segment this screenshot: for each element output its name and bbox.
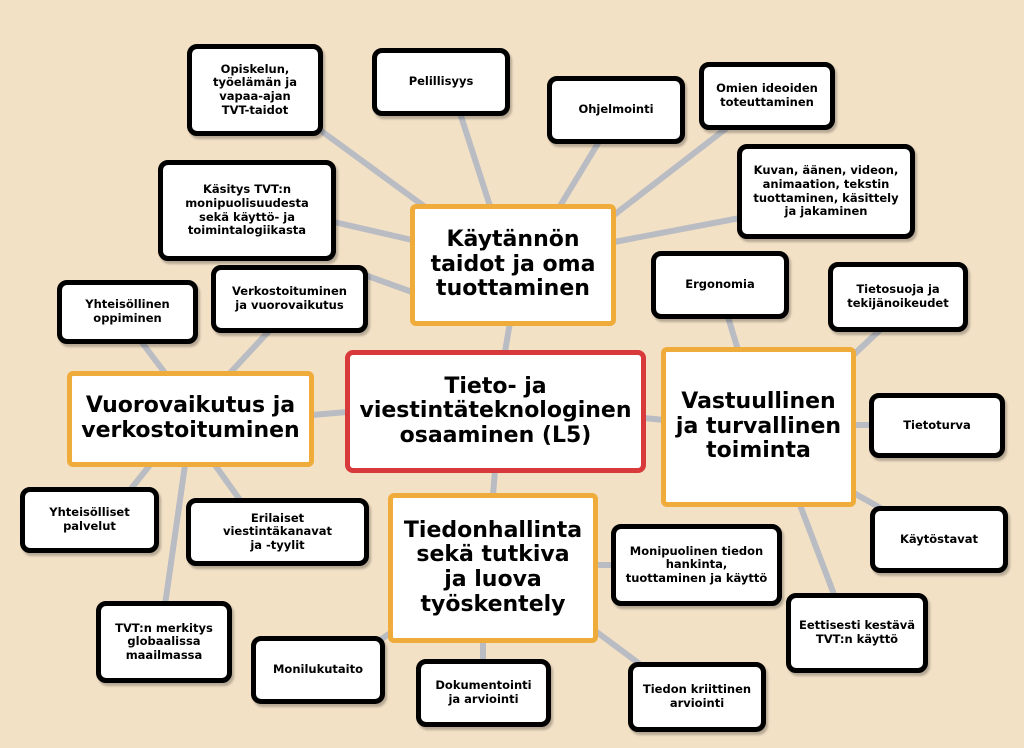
leaf-pelillisyys	[372, 48, 510, 116]
edge-verkostoituminen	[230, 330, 270, 373]
center-node	[345, 350, 646, 473]
edge-opiskelun	[320, 130, 432, 212]
leaf-label: Käytöstavat	[899, 531, 979, 546]
leaf-yhteisolliset-palvelut	[20, 487, 159, 553]
edge-kasitys	[334, 222, 412, 240]
edge-merkitys	[165, 465, 185, 605]
leaf-label: Yhteisölliset palvelut	[49, 505, 130, 533]
leaf-label: Opiskelun, työelämän ja vapaa-ajan TVT-taidot	[212, 61, 298, 117]
edge-kuvan	[614, 218, 740, 242]
leaf-monipuolinen	[611, 524, 782, 606]
edge-verkostoituminen-kaytannon	[365, 275, 412, 292]
leaf-label: TVT:n merkitys globaalissa maailmassa	[115, 620, 213, 662]
category-vastuullinen	[661, 347, 856, 507]
leaf-label: Käsitys TVT:n monipuolisuudesta sekä käyttö- ja toimintalogiikasta	[185, 182, 309, 238]
category-label: Vuorovaikutus ja verkostoituminen	[81, 393, 300, 443]
leaf-label: Monilukutaito	[272, 662, 364, 677]
leaf-label: Tietosuoja ja tekijänoikeudet	[847, 282, 949, 310]
leaf-monilukutaito	[251, 636, 385, 704]
edge-ergonomia	[728, 317, 738, 350]
leaf-label: Ohjelmointi	[578, 102, 654, 117]
leaf-kaytostavat	[870, 506, 1008, 573]
category-label: Tiedonhallinta sekä tutkiva ja luova työskentely	[403, 517, 583, 617]
edge-center-vuorovaikutus	[312, 412, 347, 415]
leaf-kuvan	[737, 144, 915, 239]
leaf-label: Pelillisyys	[408, 74, 474, 89]
leaf-label: Tiedon kriittinen arviointi	[642, 682, 752, 710]
category-label: Vastuullinen ja turvallinen toiminta	[675, 389, 842, 464]
center-label: Tieto- ja viestintäteknologinen osaaminen (L5)	[359, 373, 632, 448]
leaf-ergonomia	[651, 251, 789, 319]
leaf-label: Erilaiset viestintäkanavat ja -tyylit	[222, 510, 333, 552]
leaf-tietosuoja	[828, 262, 968, 332]
leaf-label: Dokumentointi ja arviointi	[435, 678, 532, 706]
leaf-label: Omien ideoiden toteuttaminen	[716, 81, 818, 109]
leaf-label: Verkostoituminen ja vuorovaikutus	[232, 284, 347, 312]
edge-center-tiedonhallinta	[493, 470, 495, 495]
leaf-merkitys	[96, 601, 232, 683]
category-tiedonhallinta	[388, 493, 598, 643]
leaf-label: Tietoturva	[903, 417, 971, 432]
leaf-label: Eettisesti kestävä TVT:n käyttö	[798, 618, 916, 646]
category-label: Käytännön taidot ja oma tuottaminen	[430, 227, 596, 302]
leaf-tietoturva	[869, 393, 1005, 458]
leaf-label: Monipuolinen tiedon hankinta, tuottaminen ja käyttö	[625, 543, 768, 585]
edge-pelillisyys	[460, 113, 490, 206]
leaf-verkostoituminen	[211, 265, 368, 333]
leaf-label: Yhteisöllinen oppiminen	[85, 297, 170, 325]
leaf-kriittinen	[628, 662, 766, 732]
leaf-ohjelmointi	[547, 76, 685, 144]
edge-eettisesti	[800, 505, 835, 597]
category-kaytannon	[410, 204, 616, 326]
leaf-yhteisollinen-oppiminen	[57, 280, 198, 344]
category-vuorovaikutus	[67, 371, 314, 467]
leaf-opiskelun	[187, 44, 323, 136]
leaf-eettisesti	[786, 593, 928, 673]
leaf-omien-ideoiden	[699, 62, 835, 130]
edge-yhteisollinen-oppiminen	[140, 340, 165, 373]
leaf-label: Kuvan, äänen, videon, animaation, tekstin tuottaminen, käsittely ja jakaminen	[753, 163, 899, 219]
edge-ohjelmointi	[560, 140, 600, 206]
edge-center-kaytannon	[505, 322, 510, 352]
leaf-label: Ergonomia	[685, 277, 755, 292]
leaf-erilaiset	[186, 498, 369, 566]
leaf-kasitys	[158, 160, 336, 261]
edge-erilaiset	[215, 465, 240, 500]
leaf-dokumentointi	[416, 659, 551, 727]
